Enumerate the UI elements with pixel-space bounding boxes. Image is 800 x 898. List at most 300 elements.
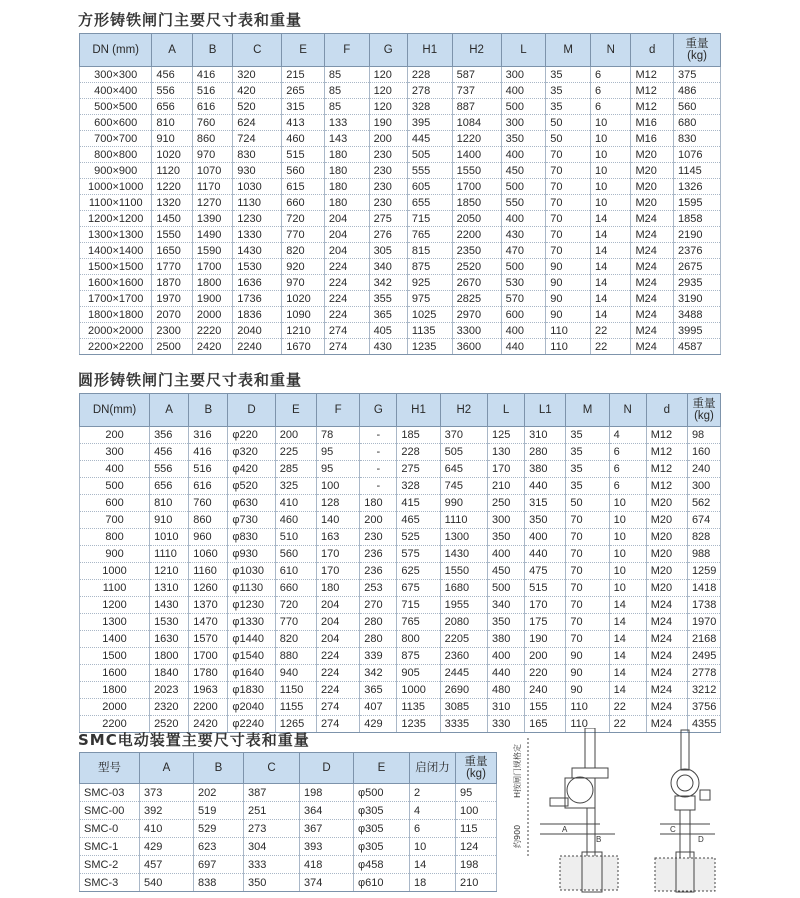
table-cell: 560 [275,546,316,563]
table-row [80,699,721,716]
table-cell: 1550 [440,563,487,580]
table-cell: 300 [501,115,546,131]
table-cell: 90 [546,275,591,291]
table-cell: 274 [316,699,359,716]
table-cell: 675 [397,580,440,597]
table-cell: 988 [687,546,720,563]
table-cell: 70 [546,179,591,195]
table-cell: 325 [275,478,316,495]
table-cell: 1800 [80,682,150,699]
table-cell: 697 [194,856,244,874]
column-header: F [316,394,359,427]
table-cell: 1090 [282,307,325,323]
table-cell: - [360,461,397,478]
table-cell: 110 [546,339,591,355]
table-cell: 1220 [452,131,501,147]
column-header: E [282,34,325,67]
table-cell: 14 [591,307,631,323]
table-cell: 1120 [152,163,192,179]
table-cell: 615 [282,179,325,195]
label-c: C [670,825,676,834]
table-cell: 674 [687,512,720,529]
table-cell: 6 [609,444,646,461]
table-cell: 1110 [440,512,487,529]
table-row [80,682,721,699]
table-cell: 236 [360,546,397,563]
table-cell: 85 [324,99,369,115]
table-cell: 516 [192,83,232,99]
table-cell: 115 [456,820,497,838]
column-header: d [631,34,674,67]
table-cell: 125 [488,427,525,444]
table-row [80,512,721,529]
table-cell: 587 [452,67,501,83]
table-cell: 1060 [189,546,228,563]
table-cell: 14 [410,856,456,874]
table-cell: 1220 [152,179,192,195]
table-cell: 4 [410,802,456,820]
table-cell: 456 [152,67,192,83]
table-cell: 10 [591,147,631,163]
column-header: DN (mm) [80,34,152,67]
table-cell: 364 [300,802,354,820]
table-cell: 605 [407,179,452,195]
table-cell: 180 [360,495,397,512]
column-header: N [609,394,646,427]
table-cell: 90 [566,682,609,699]
table-cell: 78 [316,427,359,444]
table-cell: 224 [324,291,369,307]
table-cell: 265 [282,83,325,99]
table-cell: 1130 [233,195,282,211]
table-cell: 1550 [452,163,501,179]
table-cell: 430 [501,227,546,243]
table-cell: 198 [456,856,497,874]
table-cell: 1400 [80,631,150,648]
table-row [80,243,721,259]
column-header: L1 [525,394,566,427]
column-header: 启闭力 [410,753,456,784]
table-cell: 70 [546,227,591,243]
table-cell: 300×300 [80,67,152,83]
table-cell: 745 [440,478,487,495]
table-cell: 300 [501,67,546,83]
table-cell: 3995 [674,323,721,339]
table-cell: M24 [646,682,687,699]
table-cell: 2670 [452,275,501,291]
table-cell: 1430 [233,243,282,259]
table-cell: 10 [591,195,631,211]
table-cell: 940 [275,665,316,682]
table-cell: 1100×1100 [80,195,152,211]
table-cell: 500 [80,478,150,495]
table-cell: 365 [360,682,397,699]
table-cell: 14 [609,597,646,614]
table-cell: 1858 [674,211,721,227]
table-cell: φ610 [354,874,410,892]
table-cell: 2376 [674,243,721,259]
table-cell: 1590 [192,243,232,259]
table-cell: 1135 [397,699,440,716]
table-cell: 70 [546,211,591,227]
table-cell: 1490 [192,227,232,243]
table-cell: M12 [631,83,674,99]
table-cell: 328 [397,478,440,495]
table-cell: 515 [525,580,566,597]
table-cell: 10 [609,529,646,546]
table-cell: 1320 [152,195,192,211]
table-cell: 520 [233,99,282,115]
table-cell: 6 [591,83,631,99]
table-cell: M24 [631,323,674,339]
table-cell: 1850 [452,195,501,211]
table-cell: 2000 [80,699,150,716]
table-cell: 10 [591,179,631,195]
column-header: L [488,394,525,427]
table-cell: 230 [360,529,397,546]
table-cell: 610 [275,563,316,580]
table-cell: 2520 [452,259,501,275]
table-row [80,195,721,211]
table-cell: 50 [566,495,609,512]
table-cell: 395 [407,115,452,131]
table-cell: 170 [316,563,359,580]
table-cell: 270 [360,597,397,614]
table-cell: φ305 [354,820,410,838]
table-cell: 155 [525,699,566,716]
table-cell: 6 [609,478,646,495]
table-cell: M12 [646,444,687,461]
table-cell: φ2040 [228,699,275,716]
table-cell: 170 [488,461,525,478]
column-header: C [244,753,300,784]
table-cell: 170 [525,597,566,614]
table-cell: 700 [80,512,150,529]
table-cell: 304 [244,838,300,856]
table-cell: 70 [566,529,609,546]
table-cell: M24 [631,211,674,227]
table-cell: - [360,478,397,495]
table-cell: 1738 [687,597,720,614]
table-cell: 110 [546,323,591,339]
table-cell: 253 [360,580,397,597]
table-cell: 350 [501,131,546,147]
table-cell: 2825 [452,291,501,307]
table-cell: M12 [646,478,687,495]
column-header: 型号 [80,753,140,784]
table-row [80,478,721,495]
table-cell: 400 [80,461,150,478]
table-cell: 170 [316,546,359,563]
table-cell: 1736 [233,291,282,307]
column-header: A [152,34,192,67]
table-cell: 14 [609,665,646,682]
table-cell: 210 [456,874,497,892]
table-cell: 2205 [440,631,487,648]
table-cell: 10 [609,580,646,597]
table-cell: 416 [192,67,232,83]
column-header: D [300,753,354,784]
table-cell: 925 [407,275,452,291]
table-cell: φ320 [228,444,275,461]
table-cell: 400 [501,323,546,339]
table-cell: 1970 [152,291,192,307]
table-cell: 1200×1200 [80,211,152,227]
table-cell: φ305 [354,838,410,856]
table-cell: φ1130 [228,580,275,597]
table-cell: 1210 [282,323,325,339]
table-cell: 300 [687,478,720,495]
table-cell: 4355 [687,716,720,733]
square-gate-title: 方形铸铁闸门主要尺寸表和重量 [78,11,303,29]
table-cell: 575 [397,546,440,563]
table-cell: 6 [591,99,631,115]
table-cell: 230 [369,195,407,211]
table-cell: 2320 [150,699,189,716]
table-cell: 373 [140,784,194,802]
table-cell: 430 [369,339,407,355]
table-cell: 251 [244,802,300,820]
table-cell: 562 [687,495,720,512]
table-cell: 230 [369,179,407,195]
table-cell: M24 [646,699,687,716]
table-cell: SMC-2 [80,856,140,874]
table-row [80,227,721,243]
table-cell: 70 [546,163,591,179]
table-cell: 380 [525,461,566,478]
table-cell: 100 [456,802,497,820]
table-cell: 400 [501,83,546,99]
table-cell: M24 [646,665,687,682]
table-cell: 1390 [192,211,232,227]
table-cell: 810 [152,115,192,131]
column-header: H1 [407,34,452,67]
table-cell: 273 [244,820,300,838]
table-cell: 375 [674,67,721,83]
table-cell: 715 [397,597,440,614]
table-cell: M24 [631,227,674,243]
table-cell: 6 [410,820,456,838]
table-cell: 35 [566,444,609,461]
table-cell: 760 [192,115,232,131]
table-row [80,495,721,512]
table-cell: 35 [546,83,591,99]
table-cell: 2000 [192,307,232,323]
table-cell: 328 [407,99,452,115]
table-cell: 333 [244,856,300,874]
smc-device-title: SMC电动装置主要尺寸表和重量 [78,731,310,749]
table-cell: 465 [397,512,440,529]
label-b: B [596,835,602,844]
table-cell: 14 [609,682,646,699]
table-cell: 429 [360,716,397,733]
table-cell: 356 [150,427,189,444]
table-cell: - [360,444,397,461]
table-cell: 14 [591,259,631,275]
table-cell: 22 [609,699,646,716]
table-cell: 143 [324,131,369,147]
header-row [80,753,497,784]
table-cell: 1300 [440,529,487,546]
table-cell: 316 [189,427,228,444]
column-header: A [140,753,194,784]
table-cell: 1259 [687,563,720,580]
table-cell: 230 [369,147,407,163]
table-cell: 505 [440,444,487,461]
table-cell: 720 [282,211,325,227]
table-cell: 190 [525,631,566,648]
table-cell: 1000 [397,682,440,699]
table-cell: 240 [687,461,720,478]
table-cell: φ1440 [228,631,275,648]
table-cell: 90 [546,307,591,323]
table-cell: 1110 [150,546,189,563]
table-cell: 165 [525,716,566,733]
table-cell: 400×400 [80,83,152,99]
table-cell: 175 [525,614,566,631]
table-cell: 405 [369,323,407,339]
table-cell: 180 [316,580,359,597]
table-cell: 1700 [192,259,232,275]
table-cell: 35 [566,478,609,495]
table-cell: 410 [140,820,194,838]
table-cell: 900 [80,546,150,563]
table-cell: 224 [324,275,369,291]
table-cell: M20 [646,529,687,546]
table-row [80,546,721,563]
table-cell: 14 [591,211,631,227]
table-cell: M16 [631,115,674,131]
header-row [80,34,721,67]
table-cell: 1000 [80,563,150,580]
table-cell: φ1830 [228,682,275,699]
table-cell: φ1330 [228,614,275,631]
table-cell: 760 [189,495,228,512]
table-row [80,665,721,682]
table-cell: SMC-03 [80,784,140,802]
table-cell: 460 [275,512,316,529]
table-cell: 1800×1800 [80,307,152,323]
table-cell: 2778 [687,665,720,682]
table-cell: 14 [591,275,631,291]
table-cell: 838 [194,874,244,892]
table-cell: M20 [646,495,687,512]
table-cell: 35 [566,427,609,444]
table-cell: M24 [631,243,674,259]
table-cell: 70 [546,195,591,211]
column-header: C [233,34,282,67]
table-cell: 350 [244,874,300,892]
table-cell: 1010 [150,529,189,546]
table-cell: 280 [525,444,566,461]
table-cell: 380 [488,631,525,648]
column-header: H2 [440,394,487,427]
table-row [80,648,721,665]
table-cell: 230 [369,163,407,179]
table-cell: 1025 [407,307,452,323]
table-cell: 1400×1400 [80,243,152,259]
table-cell: 1570 [189,631,228,648]
table-cell: 3212 [687,682,720,699]
table-cell: 420 [233,83,282,99]
table-cell: 4587 [674,339,721,355]
table-cell: 1595 [674,195,721,211]
table-cell: 656 [150,478,189,495]
table-cell: 10 [591,131,631,147]
table-cell: 204 [316,614,359,631]
table-cell: 2200 [452,227,501,243]
table-cell: 392 [140,802,194,820]
table-cell: 387 [244,784,300,802]
table-cell: 1076 [674,147,721,163]
table-cell: 190 [369,115,407,131]
table-cell: 2495 [687,648,720,665]
column-header: G [369,34,407,67]
table-cell: 1970 [687,614,720,631]
table-cell: 1370 [189,597,228,614]
table-row [80,614,721,631]
table-cell: 35 [546,67,591,83]
table-cell: 1160 [189,563,228,580]
table-cell: 2690 [440,682,487,699]
table-cell: 276 [369,227,407,243]
table-cell: 510 [275,529,316,546]
table-cell: 860 [192,131,232,147]
table-cell: 200 [275,427,316,444]
table-cell: 280 [360,614,397,631]
column-header: 重量 (kg) [674,34,721,67]
table-cell: 1800 [192,275,232,291]
table-cell: φ420 [228,461,275,478]
table-cell: SMC-1 [80,838,140,856]
table-cell: 1836 [233,307,282,323]
table-cell: 340 [369,259,407,275]
table-cell: φ1640 [228,665,275,682]
table-cell: 3600 [452,339,501,355]
table-cell: 275 [369,211,407,227]
table-cell: 880 [275,648,316,665]
table-cell: M20 [631,147,674,163]
table-cell: 656 [152,99,192,115]
table-cell: 14 [591,227,631,243]
table-cell: φ2240 [228,716,275,733]
round-gate-table [79,393,721,733]
table-cell: 680 [674,115,721,131]
table-cell: 280 [360,631,397,648]
table-cell: 98 [687,427,720,444]
table-cell: 228 [407,67,452,83]
table-cell: 1418 [687,580,720,597]
table-cell: 515 [282,147,325,163]
table-cell: 1145 [674,163,721,179]
table-cell: 1550 [152,227,192,243]
table-cell: 720 [275,597,316,614]
table-cell: M12 [646,461,687,478]
table-cell: 600 [501,307,546,323]
table-cell: 460 [282,131,325,147]
table-cell: 400 [501,147,546,163]
table-cell: 6 [591,67,631,83]
table-cell: 200 [360,512,397,529]
table-cell: 2360 [440,648,487,665]
column-header: M [546,34,591,67]
table-cell: 960 [189,529,228,546]
table-cell: 920 [282,259,325,275]
table-cell: 120 [369,67,407,83]
table-cell: 85 [324,67,369,83]
table-cell: 456 [150,444,189,461]
table-cell: 990 [440,495,487,512]
